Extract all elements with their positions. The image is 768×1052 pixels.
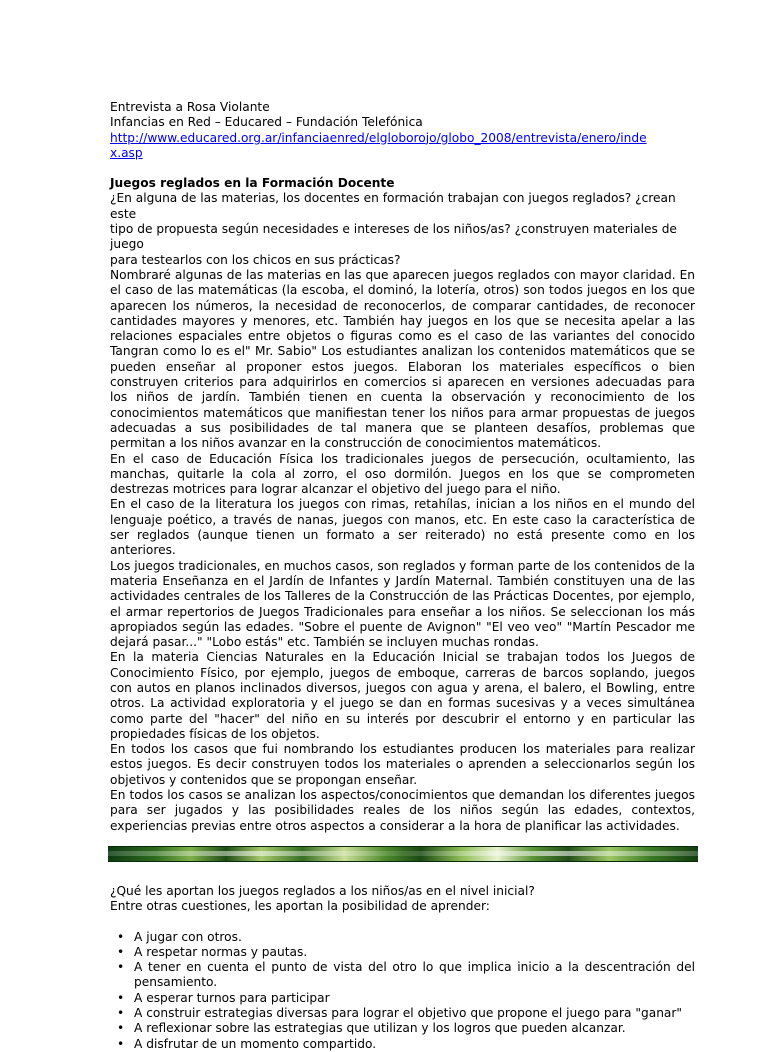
source-link[interactable] xyxy=(110,131,695,162)
bullet-icon: • xyxy=(117,1006,125,1021)
list-item: • A tener en cuenta el punto de vista del otro lo que implica inicio a la descentración del pensamiento. xyxy=(117,960,695,990)
section-heading: Juegos reglados en la Formación Docente xyxy=(110,176,395,191)
bullet-icon: • xyxy=(117,960,125,975)
bullet-icon: • xyxy=(117,1036,125,1051)
source-link-part1: http://www.educared.org.ar/infanciaenred/elgloborojo/globo_2008/entrevista/enero/inde xyxy=(110,130,647,145)
source-link-part2: x.asp xyxy=(110,145,143,160)
list-item: • A disfrutar de un momento compartido. xyxy=(117,1036,377,1051)
decorative-divider xyxy=(108,846,698,862)
document-body xyxy=(110,100,695,1052)
list-item: • A esperar turnos para participar xyxy=(117,990,330,1005)
paragraph-educacion-fisica: En el caso de Educación Física los tradicionales juegos de persecución, ocultamiento, las manchas, quitarle la cola al zorro, el oso dormilón. Juegos en los que se comprometen destrezas motrices para lograr alcanzar el objetivo del juego para el niño. xyxy=(110,451,695,497)
question-aportes: ¿Qué les aportan los juegos reglados a los niños/as en el nivel inicial? xyxy=(110,883,535,898)
paragraph-matematicas: Nombraré algunas de las materias en las que aparecen juegos reglados con mayor claridad. En el caso de las matemáticas (la escoba, el dominó, la lotería, otros) son todos juegos en los que aparecen los números, la necesidad de reconocerlos, de comparar cantidades, de reconocer cantidades mayores y menores, etc. También hay juegos en los que se necesita apelar a las relaciones espaciales entre objetos o figuras como es el caso de las variantes del conocido Tangran como lo es el" Mr. Sabio" Los estudiantes analizan los contenidos matemáticos que se pueden enseñar al proponer estos juegos. Elaboran los materiales específicos o bien construyen criterios para adquirirlos en comercios si aparecen en versiones adecuadas para los niños de jardín. También tienen en cuenta la observación y reconocimiento de los conocimientos matemáticos que manifiestan tener los niños para armar propuestas de juegos adecuadas a sus posibilidades de tal manera que se planteen desafíos, problemas que permitan a los niños avanzar en la construcción de conocimientos matemáticos. xyxy=(110,267,695,451)
source-line: Infancias en Red – Educared – Fundación Telefónica xyxy=(110,115,423,130)
bullet-icon: • xyxy=(117,1021,125,1036)
list-item: • A respetar normas y pautas. xyxy=(117,944,308,959)
list-item: • A reflexionar sobre las estrategias que utilizan y los logros que pueden alcanzar. xyxy=(117,1021,626,1036)
intro-aportes: Entre otras cuestiones, les aportan la posibilidad de aprender: xyxy=(110,899,490,914)
aportes-list xyxy=(110,930,695,1052)
bullet-icon: • xyxy=(117,944,125,959)
question-line-1: ¿En alguna de las materias, los docentes en formación trabajan con juegos reglados? ¿crean este xyxy=(110,191,676,221)
interview-title: Entrevista a Rosa Violante xyxy=(110,100,270,114)
list-item: • A construir estrategias diversas para lograr el objetivo que propone el juego para "ganar" xyxy=(117,1006,683,1021)
paragraph-literatura: En el caso de la literatura los juegos con rimas, retahílas, inician a los niños en el mundo del lenguaje poético, a través de nanas, juegos con manos, etc. En este caso la característica de ser reglados (aunque tienen un formato a ser reiterado) no está presente como en los anteriores. xyxy=(110,497,695,558)
paragraph-juegos-tradicionales: Los juegos tradicionales, en muchos casos, son reglados y forman parte de los contenidos de la materia Enseñanza en el Jardín de Infantes y Jardín Maternal. También constituyen una de las actividades centrales de los Talleres de la Construcción de las Prácticas Docentes, por ejemplo, el armar repertorios de Juegos Tradicionales para enseñar a los niños. Se seleccionan los más apropiados según las edades. "Sobre el puente de Avignon" "El veo veo" "Martín Pescador me dejará pasar..." "Lobo estás" etc. También se incluyen muchas rondas. xyxy=(110,558,695,650)
paragraph-ciencias-naturales: En la materia Ciencias Naturales en la Educación Inicial se trabajan todos los Juegos de Conocimiento Físico, por ejemplo, juegos de emboque, carreras de barcos soplando, juegos con autos en planos inclinados diversos, juegos con agua y arena, el balero, el Bowling, entre otros. La actividad exploratoria y el juego se dan en formas sucesivas y a veces simultánea como parte del "hacer" del niño en su interés por descubrir el entorno y en particular las propiedades físicas de los objetos. xyxy=(110,650,695,741)
paragraph-analisis: En todos los casos se analizan los aspectos/conocimientos que demandan los diferentes juegos para ser jugados y las posibilidades reales de los niños según las edades, contextos, experiencias previas entre otros aspectos a considerar a la hora de planificar las actividades. xyxy=(110,788,695,833)
bullet-icon: • xyxy=(117,929,125,944)
question-line-3: para testearlos con los chicos en sus prácticas? xyxy=(110,252,401,267)
paragraph-materiales: En todos los casos que fui nombrando los estudiantes producen los materiales para realizar estos juegos. Es decir construyen todos los materiales o aprenden a seleccionarlos según los objetivos y contenidos que se propongan enseñar. xyxy=(110,742,695,787)
question-line-2: tipo de propuesta según necesidades e intereses de los niños/as? ¿construyen materiales de juego xyxy=(110,222,677,252)
list-item: • A jugar con otros. xyxy=(117,929,242,944)
bullet-icon: • xyxy=(117,990,125,1005)
